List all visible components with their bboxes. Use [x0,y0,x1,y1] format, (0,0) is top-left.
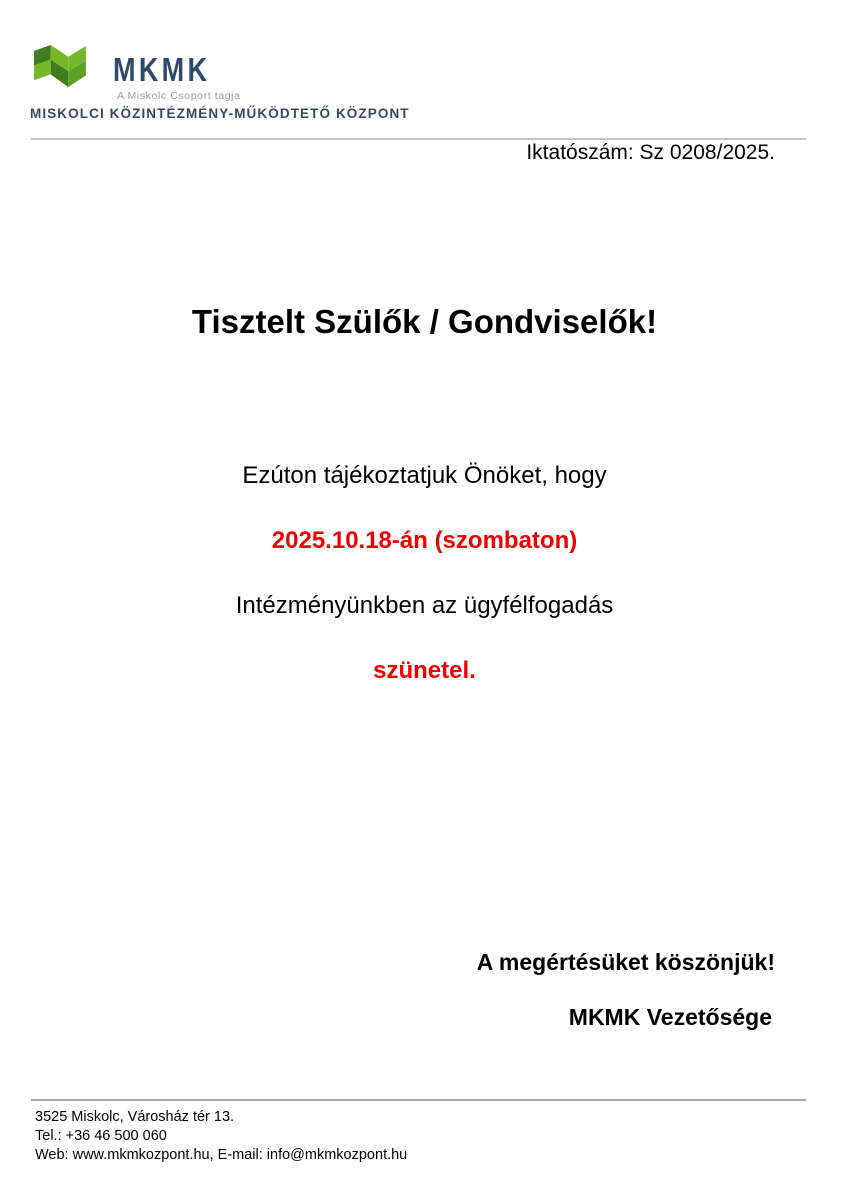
organization-name: MISKOLCI KÖZINTÉZMÉNY-MŰKÖDTETŐ KÖZPONT [30,106,410,121]
paragraph-date-highlight: 2025.10.18-án (szombaton) [271,527,578,554]
brand-name: MKMK [113,51,211,88]
footer-address: 3525 Miskolc, Városház tér 13. [35,1109,235,1125]
footer-web-email: Web: www.mkmkozpont.hu, E-mail: info@mkmkozpont.hu [35,1147,408,1163]
reference-number: Iktatószám: Sz 0208/2025. [526,141,775,164]
closing-thanks: A megértésüket köszönjük! [476,949,775,975]
closing-signature: MKMK Vezetősége [568,1004,772,1030]
paragraph-body: Intézményünkben az ügyfélfogadás [235,592,614,619]
footer-divider [31,1099,806,1101]
brand-tagline: A Miskolc Csoport tagja [117,90,241,102]
footer-contact-block [35,1108,407,1165]
paragraph-intro: Ezúton tájékoztatjuk Önöket, hogy [242,462,607,489]
letter-title: Tisztelt Szülők / Gondviselők! [191,303,658,340]
footer-phone: Tel.: +36 46 500 060 [35,1128,167,1144]
mkmk-logo-icon [31,44,88,91]
header-divider [31,138,806,140]
paragraph-closed-highlight: szünetel. [373,657,476,684]
